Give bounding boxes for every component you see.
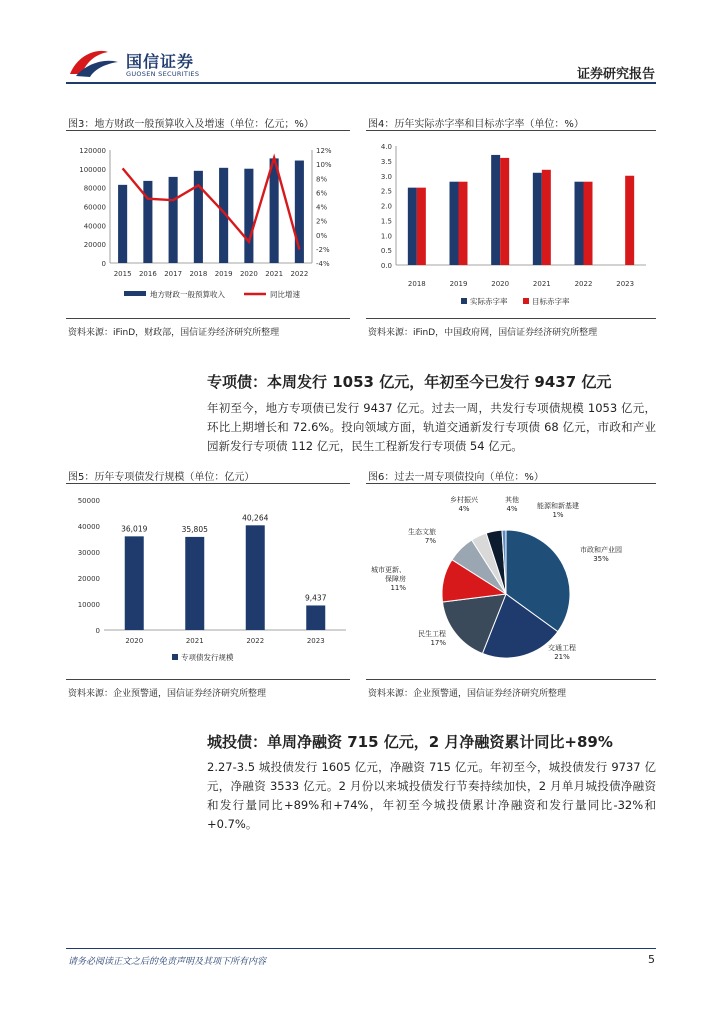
tick-label: 2.5 [380,187,392,196]
category-label: 2018 [407,280,426,288]
fig3-title: 图3：地方财政一般预算收入及增速（单位：亿元；%） [68,119,314,130]
category-label: 2017 [164,270,183,278]
tick-label: 3.5 [380,157,392,166]
slice-label: 能源和新基建 [537,502,579,510]
slice-label: 其他 [505,496,519,504]
tick-label-right: 6% [316,189,328,198]
tick-label: 50000 [77,497,100,505]
bar [533,173,542,265]
tick-label: 0.5 [380,247,392,256]
data-label: 9,437 [305,593,327,603]
tick-label: 0.0 [380,262,392,270]
legend-label: 地方财政一般预算收入 [150,290,225,299]
legend-swatch-bar [124,291,146,296]
bar [169,177,178,263]
tick-label: 2.0 [380,202,392,211]
category-label: 2019 [214,270,233,278]
slice-label: 保障房 [385,575,406,583]
tick-label-left: 40000 [83,222,106,231]
slice-percent: 4% [506,505,518,513]
tick-label-right: 0% [316,231,328,240]
footer-disclaimer-note: 请务必阅读正文之后的免责声明及其项下所有内容 [68,957,267,967]
fig4-source: 资料来源：iFinD，中国政府网，国信证券经济研究所整理 [368,328,598,338]
fig4-title: 图4：历年实际赤字率和目标赤字率（单位：%） [368,119,584,130]
bar [575,182,584,265]
tick-label-left: 60000 [83,203,106,212]
bar [244,169,253,263]
fig5-chart [66,490,350,674]
tick-label-left: 80000 [83,184,106,193]
footer-rule [66,948,656,949]
bar [270,158,279,263]
data-label: 40,264 [242,513,269,523]
category-label: 2020 [491,280,510,288]
category-label: 2018 [189,270,208,278]
slice-label: 交通工程 [548,644,576,652]
tick-label-right: 10% [316,161,332,170]
bar [500,158,509,265]
category-label: 2021 [185,637,204,645]
report-type: 证券研究报告 [577,67,656,82]
header-rule [66,82,656,84]
legend-swatch [523,298,529,304]
bar [625,176,634,265]
bar [246,525,265,630]
fig3-chart [66,138,350,310]
data-label: 35,805 [181,524,208,534]
tick-label: 40000 [77,523,100,531]
tick-label-right: 8% [316,175,328,184]
category-label: 2022 [574,280,593,288]
slice-percent: 21% [554,653,570,661]
slice-label: 生态文旅 [408,528,436,536]
tick-label: 1.0 [380,232,392,241]
tick-label-left: 0 [101,260,106,268]
slice-percent: 1% [552,511,564,519]
slice-label: 乡村振兴 [450,496,478,504]
tick-label: 30000 [77,549,100,557]
bar [584,182,593,265]
category-label: 2015 [113,270,132,278]
category-label: 2022 [290,270,309,278]
legend-label: 同比增速 [270,290,300,299]
category-label: 2016 [138,270,157,278]
fig3-source-rule [66,318,350,319]
bar [306,605,325,630]
category-label: 2021 [265,270,284,278]
tick-label-right: 12% [316,147,332,155]
tick-label: 4.0 [380,143,392,151]
section-paragraph-lgfv-bonds [207,758,656,834]
fig3-rule [66,130,350,131]
tick-label: 1.5 [380,217,392,226]
legend-swatch [461,298,467,304]
slice-percent: 11% [390,584,406,592]
category-label: 2023 [616,280,635,288]
category-label: 2021 [532,280,551,288]
section-title-special-bonds: 专项债：本周发行 1053 亿元，年初至今已发行 9437 亿元 [207,373,612,391]
data-label: 36,019 [121,524,148,534]
slice-percent: 7% [424,537,436,545]
fig4-chart [366,138,656,310]
fig4-source-rule [366,318,656,319]
tick-label: 20000 [77,575,100,583]
bar [118,185,127,263]
tick-label: 10000 [77,601,100,609]
fig5-title: 图5：历年专项债发行规模（单位：亿元） [68,472,255,483]
category-label: 2023 [306,637,325,645]
guosen-logo-icon [68,46,122,80]
slice-percent: 35% [593,555,609,563]
legend-label: 专项债发行规模 [181,653,234,662]
tick-label-left: 120000 [79,147,106,155]
tick-label-right: 2% [316,217,328,226]
fig5-rule [66,483,350,484]
fig5-source: 资料来源：企业预警通，国信证券经济研究所整理 [68,689,267,699]
page-number: 5 [648,953,655,966]
brand-name-cn: 国信证券 [126,52,195,71]
bar [417,188,426,265]
category-label: 2020 [125,637,144,645]
category-label: 2019 [449,280,468,288]
tick-label-left: 20000 [83,241,106,250]
brand-name-en: GUOSEN SECURITIES [126,70,200,78]
legend-label: 目标赤字率 [532,297,570,306]
slice-label: 市政和产业园 [580,546,622,554]
bar [408,188,417,265]
logo [68,46,122,84]
fig5-source-rule [66,679,350,680]
legend-swatch [172,654,178,660]
paragraph-text: 年初至今，地方专项债已发行 9437 亿元。过去一周，共发行专项债规模 1053 亿元，环比上期增长和 72.6%。投向领域方面，轨道交通新发行专项债 68 亿元，市政和产业园新发行专项债 112 亿元，民生工程新发行专项债 54 亿元。 [207,401,656,453]
paragraph-text: 2.27-3.5 城投债发行 1605 亿元，净融资 715 亿元。年初至今，城投债发行 9737 亿元，净融资 3533 亿元。2 月份以来城投债发行节奏持续加快，2 月单月城投债净融资和发行量同比+89%和+74%，年初至今城投债累计净融资和发行量同比-32%和+0.7%。 [207,760,656,831]
fig6-chart [366,490,656,674]
bar [491,155,500,265]
bar [459,182,468,265]
bar [185,537,204,630]
section-paragraph-special-bonds [207,399,656,456]
bar [125,536,144,630]
category-label: 2022 [246,637,265,645]
tick-label: 3.0 [380,172,392,181]
bar [542,170,551,265]
fig6-source: 资料来源：企业预警通，国信证券经济研究所整理 [368,689,567,699]
tick-label: 0 [95,627,100,635]
legend-label: 实际赤字率 [470,297,508,306]
fig3-source: 资料来源：iFinD，财政部，国信证券经济研究所整理 [68,328,280,338]
slice-percent: 4% [458,505,470,513]
slice-label: 城市更新、 [371,566,406,574]
slice-percent: 17% [430,639,446,647]
section-title-lgfv-bonds: 城投债：单周净融资 715 亿元，2 月净融资累计同比+89% [207,733,613,751]
tick-label-right: 4% [316,203,328,212]
fig6-title: 图6：过去一周专项债投向（单位：%） [368,472,544,483]
slice-label: 民生工程 [418,630,446,638]
fig6-rule [366,483,656,484]
tick-label-left: 100000 [79,165,106,174]
tick-label-right: -4% [316,260,330,268]
category-label: 2020 [239,270,258,278]
fig6-source-rule [366,679,656,680]
bar [450,182,459,265]
tick-label-right: -2% [316,245,330,254]
fig4-rule [366,130,656,131]
